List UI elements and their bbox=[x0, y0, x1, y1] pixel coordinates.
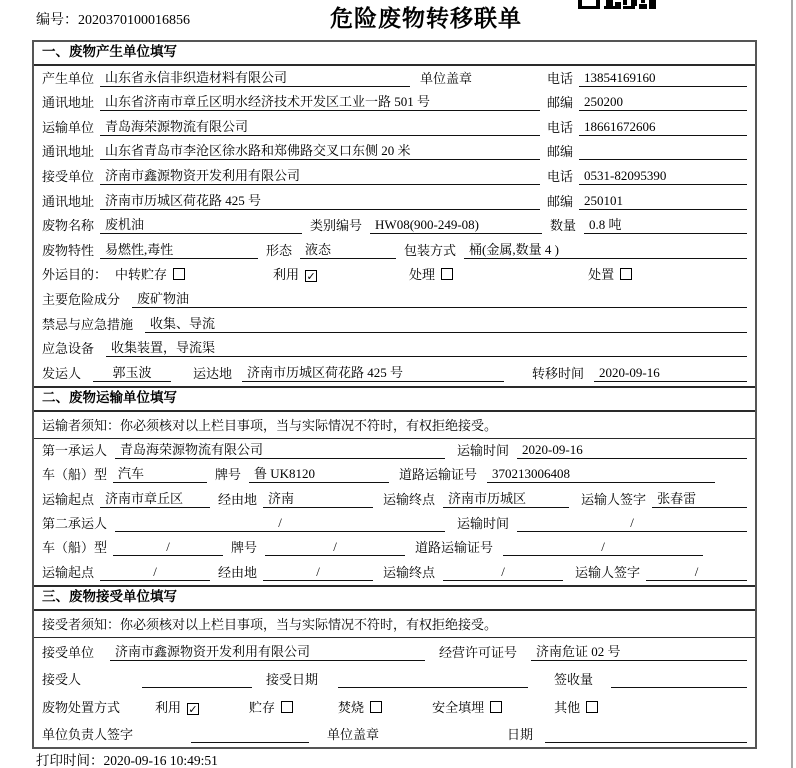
transfer-purpose-label: 外运目的： bbox=[42, 267, 108, 283]
checkbox-disposal-utilize-checked: ✓ bbox=[188, 702, 198, 716]
receiver-address-row bbox=[34, 189, 755, 214]
purpose-option-treat bbox=[409, 267, 453, 283]
section1-heading: 一、废物产生单位填写 bbox=[34, 42, 755, 66]
category-code-value: HW08(900-249-08) bbox=[370, 217, 542, 234]
qr-code-fragment bbox=[578, 0, 656, 9]
transporter-notice: 运输者须知：你必须核对以上栏目事项，当与实际情况不符时，有权拒绝接受。 bbox=[34, 412, 755, 439]
receive-date-label: 接受日期 bbox=[266, 672, 319, 688]
transfer-time-label: 转移时间 bbox=[532, 365, 585, 381]
phone-label: 电话 bbox=[546, 70, 573, 86]
option-label: 处理 bbox=[409, 267, 436, 283]
receive-person-label: 接受人 bbox=[42, 672, 82, 688]
origin-label: 运输起点 bbox=[42, 564, 95, 580]
carrier-signature-value: 张春雷 bbox=[652, 491, 747, 508]
generator-address-value: 山东省济南市章丘区明水经济技术开发区工业一路 501 号 bbox=[100, 94, 540, 111]
transport-time2-value: / bbox=[517, 515, 747, 532]
second-carrier-label: 第二承运人 bbox=[42, 515, 108, 531]
license-value: 济南危证 02 号 bbox=[531, 644, 747, 661]
hazard-component-label: 主要危险成分 bbox=[42, 291, 121, 307]
unit-seal-label: 单位盖章 bbox=[420, 70, 473, 86]
receiver-unit-value: 济南市鑫源物资开发利用有限公司 bbox=[100, 168, 540, 185]
receive-date-value bbox=[338, 672, 528, 688]
received-amount-label: 签收量 bbox=[554, 672, 594, 688]
form-value: 液态 bbox=[300, 242, 396, 259]
road-permit2-value: / bbox=[503, 539, 703, 556]
responsible-signature-label: 单位负责人签字 bbox=[42, 727, 134, 743]
transporter-unit-value: 青岛海荣源物流有限公司 bbox=[100, 119, 540, 136]
via-label: 经由地 bbox=[218, 491, 258, 507]
disposal-method-row bbox=[34, 692, 755, 719]
document-title: 危险废物转移联单 bbox=[330, 6, 522, 32]
purpose-option-transit-storage bbox=[115, 267, 185, 283]
address-label: 通讯地址 bbox=[42, 95, 95, 111]
vehicle-type-label: 车（船）型 bbox=[42, 467, 108, 483]
responsible-signature-row bbox=[34, 720, 755, 747]
receive-person-value bbox=[142, 672, 252, 688]
emergency-equipment-row bbox=[34, 337, 755, 362]
emergency-equipment-label: 应急设备 bbox=[42, 341, 95, 357]
transporter-address-value: 山东省青岛市李沧区徐水路和郑佛路交叉口东侧 20 米 bbox=[100, 143, 540, 160]
option-label: 利用 bbox=[155, 699, 182, 715]
date-value bbox=[545, 727, 747, 743]
purpose-option-dispose bbox=[588, 267, 632, 283]
generator-address-row bbox=[34, 91, 755, 116]
serial-number bbox=[36, 9, 190, 29]
via-label: 经由地 bbox=[218, 564, 258, 580]
waste-character-label: 废物特性 bbox=[42, 242, 95, 258]
option-label: 中转贮存 bbox=[115, 267, 168, 283]
generator-phone-value: 13854169160 bbox=[579, 70, 747, 87]
generator-zip-value: 250200 bbox=[579, 94, 747, 111]
receiver-unit-label: 接受单位 bbox=[42, 168, 95, 184]
section3-heading: 三、废物接受单位填写 bbox=[34, 587, 755, 611]
receive-unit-value: 济南市鑫源物资开发利用有限公司 bbox=[110, 644, 425, 661]
transport-time-label: 运输时间 bbox=[457, 443, 510, 459]
responsible-signature-value bbox=[191, 727, 309, 743]
second-carrier-value: / bbox=[115, 515, 445, 532]
emergency-equipment-value: 收集装置，导流渠 bbox=[106, 340, 747, 357]
vehicle-type-label: 车（船）型 bbox=[42, 540, 108, 556]
receiver-unit-row bbox=[34, 164, 755, 189]
page-edge-line bbox=[791, 0, 793, 768]
generator-unit-label: 产生单位 bbox=[42, 70, 95, 86]
plate-value: 鲁 UK8120 bbox=[249, 466, 389, 483]
transfer-time-value: 2020-09-16 bbox=[594, 365, 747, 382]
quantity-value: 0.8 吨 bbox=[584, 217, 747, 234]
zip-label: 邮编 bbox=[546, 144, 573, 160]
disposal-option-landfill bbox=[432, 700, 502, 716]
hazard-component-value: 废矿物油 bbox=[132, 291, 747, 308]
print-time-value: 2020-09-16 10:49:51 bbox=[103, 753, 218, 768]
form-label: 形态 bbox=[266, 242, 293, 258]
transport-time-value: 2020-09-16 bbox=[517, 442, 747, 459]
section-generator bbox=[34, 42, 755, 386]
origin-value: 济南市章丘区 bbox=[100, 491, 210, 508]
phone-label: 电话 bbox=[546, 119, 573, 135]
receive-unit-label: 接受单位 bbox=[42, 644, 95, 660]
carrier-signature2-value: / bbox=[646, 564, 747, 581]
checkbox-disposal-other bbox=[586, 701, 598, 713]
disposal-option-other bbox=[554, 700, 598, 716]
shipper-label: 发运人 bbox=[42, 365, 82, 381]
address-label: 通讯地址 bbox=[42, 144, 95, 160]
packaging-value: 桶(金属,数量 4 ) bbox=[464, 242, 747, 259]
vehicle-type-value: 汽车 bbox=[113, 466, 207, 483]
license-label: 经营许可证号 bbox=[439, 644, 518, 660]
shipper-row bbox=[34, 361, 755, 386]
address-label: 通讯地址 bbox=[42, 193, 95, 209]
generator-unit-row bbox=[34, 66, 755, 91]
disposal-option-utilize bbox=[155, 700, 199, 716]
transporter-address-row bbox=[34, 140, 755, 165]
terminus-value: 济南市历城区 bbox=[443, 491, 569, 508]
print-time bbox=[36, 749, 218, 768]
option-label: 处置 bbox=[588, 267, 615, 283]
disposal-option-store bbox=[249, 700, 293, 716]
first-carrier-row bbox=[34, 439, 755, 463]
waste-name-label: 废物名称 bbox=[42, 218, 95, 234]
waste-character-row bbox=[34, 238, 755, 263]
category-code-label: 类别编号 bbox=[310, 218, 363, 234]
road-permit-value: 370213006408 bbox=[487, 466, 715, 483]
hazard-component-row bbox=[34, 287, 755, 312]
checkbox-dispose bbox=[620, 268, 632, 280]
received-amount-value bbox=[611, 672, 747, 688]
checkbox-disposal-store bbox=[281, 701, 293, 713]
zip-label: 邮编 bbox=[546, 95, 573, 111]
option-label: 其他 bbox=[554, 699, 581, 715]
route2-row bbox=[34, 560, 755, 584]
plate-label: 牌号 bbox=[215, 467, 242, 483]
checkbox-treat bbox=[441, 268, 453, 280]
section-transporter bbox=[34, 386, 755, 585]
terminus-label: 运输终点 bbox=[383, 491, 436, 507]
manifest-form bbox=[32, 40, 757, 749]
via2-value: / bbox=[263, 564, 373, 581]
vehicle2-row bbox=[34, 536, 755, 560]
emergency-measures-value: 收集、导流 bbox=[145, 316, 747, 333]
destination-label: 运达地 bbox=[193, 365, 233, 381]
route1-row bbox=[34, 487, 755, 511]
receiver-notice: 接受者须知：你必须核对以上栏目事项，当与实际情况不符时，有权拒绝接受。 bbox=[34, 611, 755, 638]
first-carrier-value: 青岛海荣源物流有限公司 bbox=[115, 442, 445, 459]
plate2-value: / bbox=[265, 539, 405, 556]
date-label: 日期 bbox=[507, 727, 534, 743]
checkbox-transit-storage bbox=[173, 268, 185, 280]
receive-unit-row bbox=[34, 638, 755, 665]
serial-value: 2020370100016856 bbox=[78, 13, 190, 28]
disposal-method-label: 废物处置方式 bbox=[42, 699, 121, 715]
purpose-option-utilize bbox=[273, 267, 317, 283]
section-receiver bbox=[34, 585, 755, 748]
receiver-phone-value: 0531-82095390 bbox=[579, 168, 747, 185]
vehicle-type2-value: / bbox=[113, 539, 223, 556]
waste-character-value: 易燃性,毒性 bbox=[100, 242, 258, 259]
zip-label: 邮编 bbox=[546, 193, 573, 209]
first-carrier-label: 第一承运人 bbox=[42, 443, 108, 459]
receive-person-row bbox=[34, 665, 755, 692]
checkbox-disposal-landfill bbox=[490, 701, 502, 713]
destination-value: 济南市历城区荷花路 425 号 bbox=[242, 365, 504, 382]
origin2-value: / bbox=[100, 564, 210, 581]
carrier-signature-label: 运输人签字 bbox=[575, 564, 641, 580]
carrier-signature-label: 运输人签字 bbox=[581, 491, 647, 507]
option-label: 贮存 bbox=[249, 699, 276, 715]
transport-time-label: 运输时间 bbox=[457, 515, 510, 531]
transporter-unit-label: 运输单位 bbox=[42, 119, 95, 135]
transfer-purpose-row bbox=[34, 263, 755, 288]
packaging-label: 包装方式 bbox=[404, 242, 457, 258]
plate-label: 牌号 bbox=[231, 540, 258, 556]
origin-label: 运输起点 bbox=[42, 491, 95, 507]
terminus-label: 运输终点 bbox=[383, 564, 436, 580]
shipper-value: 郭玉波 bbox=[93, 365, 171, 382]
terminus2-value: / bbox=[443, 564, 563, 581]
print-time-label: 打印时间： bbox=[36, 753, 104, 768]
transporter-zip-value bbox=[579, 144, 747, 160]
waste-name-value: 废机油 bbox=[100, 217, 302, 234]
vehicle1-row bbox=[34, 463, 755, 487]
emergency-measures-label: 禁忌与应急措施 bbox=[42, 316, 134, 332]
transporter-unit-row bbox=[34, 115, 755, 140]
quantity-label: 数量 bbox=[550, 218, 577, 234]
road-permit-label: 道路运输证号 bbox=[415, 540, 494, 556]
checkbox-utilize-checked: ✓ bbox=[306, 270, 316, 284]
checkbox-disposal-incinerate bbox=[370, 701, 382, 713]
emergency-measures-row bbox=[34, 312, 755, 337]
option-label: 利用 bbox=[273, 267, 300, 283]
phone-label: 电话 bbox=[546, 168, 573, 184]
transporter-phone-value: 18661672606 bbox=[579, 119, 747, 136]
generator-unit-value: 山东省永信非织造材料有限公司 bbox=[100, 70, 410, 87]
option-label: 焚烧 bbox=[338, 699, 365, 715]
disposal-option-incinerate bbox=[338, 700, 382, 716]
via-value: 济南 bbox=[263, 491, 373, 508]
section2-heading: 二、废物运输单位填写 bbox=[34, 388, 755, 412]
road-permit-label: 道路运输证号 bbox=[399, 467, 478, 483]
serial-label: 编号： bbox=[36, 13, 78, 28]
unit-seal-label: 单位盖章 bbox=[327, 727, 380, 743]
receiver-zip-value: 250101 bbox=[579, 193, 747, 210]
receiver-address-value: 济南市历城区荷花路 425 号 bbox=[100, 193, 540, 210]
waste-name-row bbox=[34, 214, 755, 239]
second-carrier-row bbox=[34, 512, 755, 536]
option-label: 安全填埋 bbox=[432, 699, 485, 715]
